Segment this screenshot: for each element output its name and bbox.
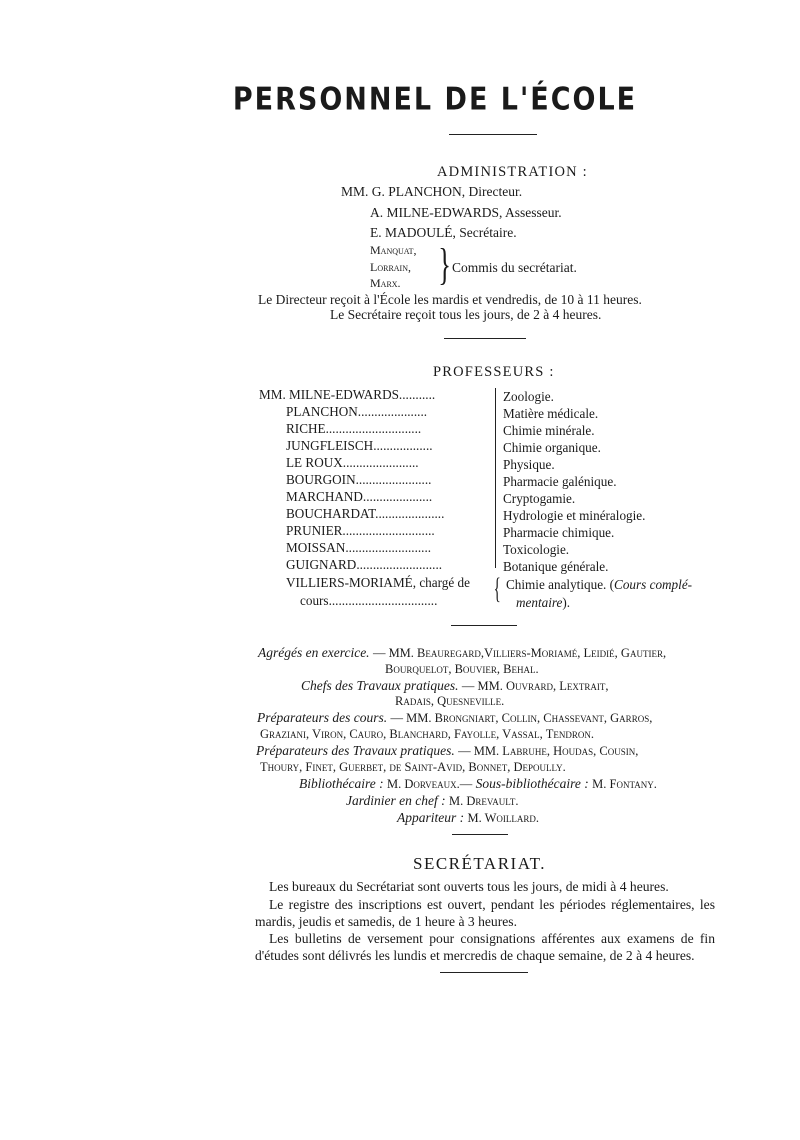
agreges-names: — MM. Beauregard,Villiers-Moriamé, Leidié, Gautier, [372,646,667,660]
admin-secretaire: E. MADOULÉ, Secrétaire. [370,225,517,240]
page-title: PERSONNEL DE L'ÉCOLE [232,81,638,118]
professor-name: RICHE............................. [286,421,422,436]
professor-name-villiers: VILLIERS-MORIAMÉ, chargé de [286,575,470,590]
professor-subject: Pharmacie chimique. [503,525,615,540]
commis-name: Marx. [370,276,401,290]
title-divider [449,134,537,135]
prep-tp-names: — MM. Labruhe, Houdas, Cousin, [458,744,639,758]
villiers-brace: { [493,572,501,605]
professor-subject: Hydrologie et minéralogie. [503,508,646,523]
professeurs-column-divider [495,388,496,568]
sous-biblio-value: M. Fontany. [592,777,657,791]
professor-subject-villiers-cont [516,595,570,611]
admin-divider [444,338,526,339]
jardinier-line [346,793,519,809]
professor-name: MOISSAN.......................... [286,540,432,555]
prep-cours-names: — MM. Brongniart, Collin, Chassevant, Garros, [390,711,653,725]
agreges-label: Agrégés en exercice. [258,645,370,660]
professeurs-heading: PROFESSEURS : [433,364,555,380]
professor-name: BOUCHARDAT..................... [286,506,445,521]
agreges-names-cont: Bourquelot, Bouvier, Behal. [385,662,539,676]
appariteur-line [397,810,539,826]
professor-name: MARCHAND..................... [286,489,433,504]
appariteur-value: M. Woillard. [467,811,540,825]
admin-assesseur: A. MILNE-EDWARDS, Assesseur. [370,205,562,220]
chefs-names-cont: Radais, Quesneville. [395,694,505,708]
professor-subject: Cryptogamie. [503,491,576,506]
jardinier-label: Jardinier en chef : [346,793,446,808]
professor-subject: Botanique générale. [503,559,609,574]
bibliothecaire-line [299,776,657,792]
commis-role: Commis du secrétariat. [452,260,577,275]
personnel-divider [452,834,508,835]
secretariat-paragraph: Les bureaux du Secrétariat sont ouverts tous les jours, de midi à 4 heures. [269,879,669,894]
professor-subject: Toxicologie. [503,542,570,557]
professor-name: GUIGNARD.......................... [286,557,443,572]
professor-subject: Chimie minérale. [503,423,595,438]
professor-name: BOURGOIN....................... [286,472,432,487]
professor-subject: Chimie organique. [503,440,601,455]
prep-tp-label: Préparateurs des Travaux pratiques. [256,743,455,758]
prep-tp-line [256,743,638,759]
secretariat-heading: SECRÉTARIAT. [413,854,546,873]
sous-biblio-label: Sous-bibliothécaire : [475,776,589,791]
professor-subject: Physique. [503,457,555,472]
appariteur-label: Appariteur : [397,810,465,825]
professor-name: LE ROUX....................... [286,455,419,470]
commis-brace: } [438,240,451,289]
commis-name: Manquat, [370,243,417,257]
professeurs-divider [451,625,517,626]
chefs-line [301,678,609,694]
secretariat-divider [440,972,528,973]
biblio-label: Bibliothécaire : [299,776,384,791]
jardinier-value: M. Drevault. [448,794,519,808]
subject-text: Chimie analytique. ( [506,577,615,592]
professor-subject: Zoologie. [503,389,554,404]
commis-name: Lorrain, [370,260,411,274]
agreges-line [258,645,666,661]
professor-subject: Matière médicale. [503,406,599,421]
professor-name: MM. MILNE-EDWARDS........... [259,387,436,402]
subject-italic: Cours complé- [614,577,693,592]
chefs-names: — MM. Ouvrard, Lextrait, [461,679,609,693]
chefs-label: Chefs des Travaux pratiques. [301,678,459,693]
biblio-value: M. Dorveaux.— [386,777,473,791]
subject-text: ). [562,595,571,610]
prep-tp-names-cont: Thoury, Finet, Guerbet, de Saint-Avid, Bonnet, Depoully. [260,760,566,774]
professor-subject-villiers [506,577,692,593]
professor-subject: Pharmacie galénique. [503,474,617,489]
professor-name: PRUNIER............................ [286,523,435,538]
professor-name: PLANCHON..................... [286,404,428,419]
administration-heading: ADMINISTRATION : [437,164,588,180]
professor-name-villiers-cont: cours................................. [300,593,438,608]
prep-cours-label: Préparateurs des cours. [257,710,388,725]
hours-directeur: Le Directeur reçoit à l'École les mardis et vendredis, de 10 à 11 heures. [258,292,642,307]
subject-italic: mentaire [516,595,563,610]
secretariat-paragraph: Les bulletins de versement pour consignations afférentes aux examens de fin d'études sont délivrés les lundis et mercredis de chaque semaine, de 2 à 4 heures. [255,931,715,963]
professor-name: JUNGFLEISCH.................. [286,438,433,453]
hours-secretaire: Le Secrétaire reçoit tous les jours, de 2 à 4 heures. [330,307,602,322]
admin-directeur: MM. G. PLANCHON, Directeur. [341,184,523,199]
secretariat-paragraph: Le registre des inscriptions est ouvert, pendant les périodes réglementaires, les mardis, jeudis et samedis, de 1 heure à 3 heures. [255,897,715,929]
prep-cours-line [257,710,652,726]
prep-cours-names-cont: Graziani, Viron, Cauro, Blanchard, Fayolle, Vassal, Tendron. [260,727,594,741]
